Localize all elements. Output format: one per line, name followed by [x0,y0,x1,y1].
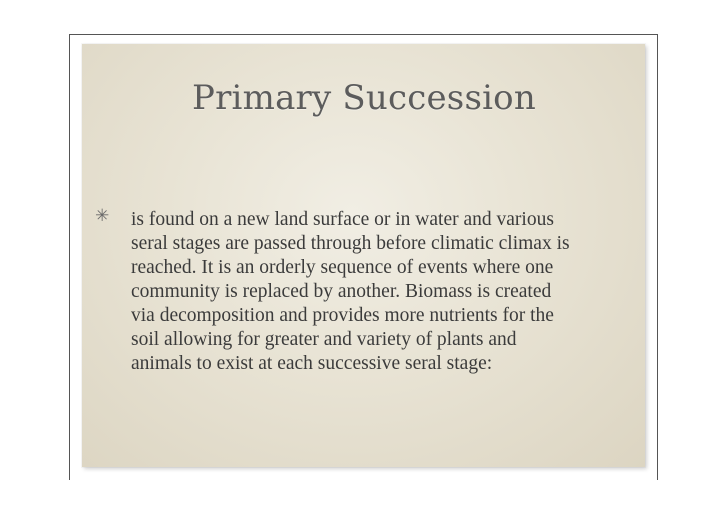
slide-title [0,78,728,118]
bullet-line: soil allowing for greater and variety of plants and [131,329,517,350]
bullet-line: via decomposition and provides more nutrients for the [131,305,554,326]
bullet-text [131,208,631,376]
bullet-line: is found on a new land surface or in water and various [131,209,554,230]
bullet-line: reached. It is an orderly sequence of events where one [131,257,554,278]
bullet-line: seral stages are passed through before climatic climax is [131,233,570,254]
slide-title-text: Primary Succession [192,78,536,118]
bullet-line: community is replaced by another. Biomass is created [131,281,552,302]
asterisk-bullet-icon: ✳ [95,206,110,226]
bullet-line: animals to exist at each successive seral stage: [131,353,493,374]
